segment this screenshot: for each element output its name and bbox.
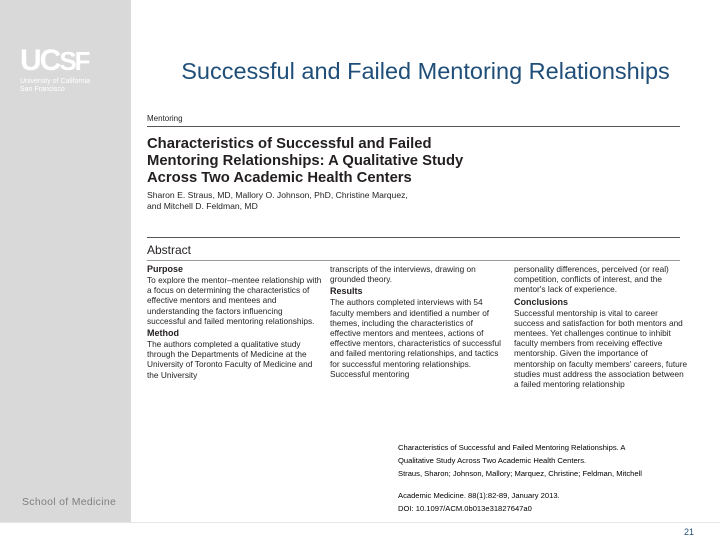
article-authors	[147, 190, 547, 212]
heading-line-3: Across Two Academic Health Centers	[147, 170, 412, 186]
citation-block	[398, 441, 698, 515]
authors-line-2: and Mitchell D. Feldman, MD	[147, 201, 258, 211]
citation-line-1: Characteristics of Successful and Failed Mentoring Relationships. A	[398, 443, 626, 452]
citation-line-5: DOI: 10.1097/ACM.0b013e31827647a0	[398, 504, 532, 513]
slide-title: Successful and Failed Mentoring Relationships	[181, 58, 670, 84]
conclusions-heading: Conclusions	[514, 296, 569, 307]
divider	[147, 237, 680, 238]
divider	[147, 260, 680, 261]
abstract-column-3	[514, 264, 689, 391]
footer-bar	[0, 522, 720, 541]
results-text: The authors completed interviews with 54 faculty members and identified a number of themes, including the characteristics of effective mentors and mentees, actions of effective mentors, characteristics of successful and failed mentoring relationships, and tactics for successful mentoring relationships. Successful mentoring	[330, 297, 501, 379]
page-number: 21	[683, 527, 694, 537]
sidebar-panel	[0, 0, 131, 522]
logo-mark-uc: UC	[20, 44, 60, 77]
authors-line-1: Sharon E. Straus, MD, Mallory O. Johnson, PhD, Christine Marquez,	[147, 190, 408, 200]
method-heading: Method	[147, 328, 179, 339]
divider	[147, 126, 680, 127]
citation-line-4: Academic Medicine. 88(1):82-89, January 2013.	[398, 491, 560, 500]
ucsf-logo	[20, 46, 90, 94]
column-2-lead-text: transcripts of the interviews, drawing on grounded theory.	[330, 264, 476, 285]
citation-line-2: Qualitative Study Across Two Academic Health Centers.	[398, 456, 587, 465]
heading-line-2: Mentoring Relationships: A Qualitative Study	[147, 153, 464, 169]
column-3-lead-text: personality differences, perceived (or real) competition, conflicts of interest, and the mentor's lack of experience.	[514, 264, 669, 295]
logo-mark-sf: SF	[59, 46, 89, 76]
article-section-label: Mentoring	[147, 114, 183, 123]
citation-line-3: Straus, Sharon; Johnson, Mallory; Marquez, Christine; Feldman, Mitchell	[398, 469, 642, 478]
article-heading	[147, 136, 567, 187]
school-label: School of Medicine	[22, 496, 117, 508]
conclusions-text: Successful mentorship is vital to career success and satisfaction for both mentors and mentees. Yet challenges continue to inhibit faculty members from receiving effective mentorship. Given the importance of mentorship on faculty members' careers, future studies must address the association between a failed mentoring relationship	[514, 307, 688, 390]
method-text: The authors completed a qualitative study through the Departments of Medicine at the University of Toronto Faculty of Medicine and the University	[147, 339, 313, 380]
abstract-column-2	[330, 264, 505, 381]
results-heading: Results	[330, 286, 363, 297]
logo-line-2: San Francisco	[20, 86, 65, 93]
abstract-label: Abstract	[147, 243, 192, 257]
heading-line-1: Characteristics of Successful and Failed	[147, 136, 432, 152]
abstract-column-1	[147, 264, 322, 382]
logo-line-1: University of California	[20, 78, 91, 85]
article-excerpt-image	[137, 104, 700, 408]
purpose-heading: Purpose	[147, 264, 184, 274]
purpose-text: To explore the mentor–mentee relationship with a focus on determining the characteristics of effective mentors and mentees and understanding the factors influencing successful and failed mentoring relationships.	[147, 275, 322, 326]
